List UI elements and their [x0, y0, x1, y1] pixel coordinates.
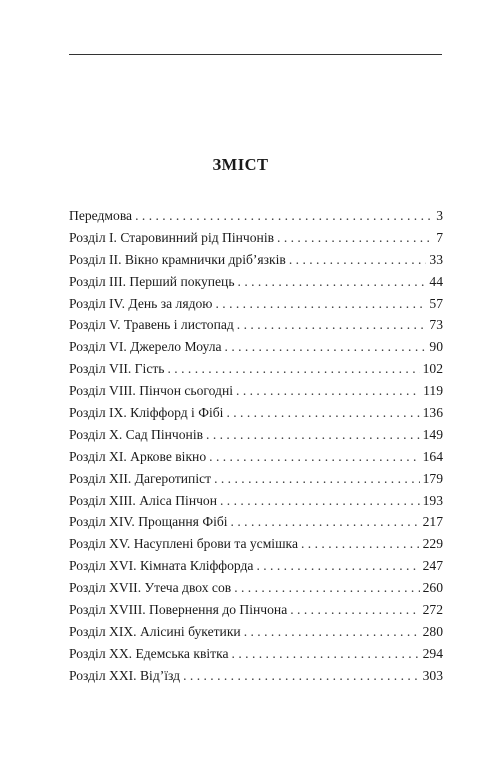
toc-page-number: 280: [422, 623, 443, 639]
toc-entry[interactable]: [69, 643, 443, 665]
dot-leader: [215, 293, 426, 315]
toc-entry[interactable]: [69, 599, 443, 621]
toc-entry[interactable]: [69, 271, 443, 293]
dot-leader: [256, 555, 419, 577]
toc-entry[interactable]: [69, 402, 443, 424]
toc-entry[interactable]: [69, 293, 443, 315]
dot-leader: [231, 511, 420, 533]
toc-entry[interactable]: [69, 380, 443, 402]
toc-page-number: 33: [429, 251, 443, 267]
toc-entry-title: Розділ XXI. Від’їзд: [69, 667, 181, 683]
toc-entry-title: Розділ V. Травень і листопад: [69, 317, 234, 333]
toc-entry[interactable]: [69, 424, 443, 446]
toc-heading: ЗМІСТ: [212, 155, 269, 174]
toc-entry[interactable]: [69, 314, 443, 336]
dot-leader: [206, 424, 420, 446]
dot-leader: [226, 402, 419, 424]
dot-leader: [135, 205, 433, 227]
toc-entry-title: Розділ ІІІ. Перший покупець: [69, 273, 235, 289]
toc-entry-title: Розділ XIV. Прощання Фібі: [69, 514, 228, 530]
toc-entry-title: Розділ XIX. Алісині букетики: [69, 623, 241, 639]
toc-page-number: 3: [436, 208, 443, 223]
toc-page-number: 260: [422, 580, 443, 596]
dot-leader: [214, 468, 420, 490]
dot-leader: [290, 599, 419, 621]
dot-leader: [220, 490, 420, 512]
toc-entry-title: Розділ VIII. Пінчон сьогодні: [69, 383, 234, 399]
toc-page-number: 136: [422, 405, 443, 421]
toc-list: [69, 205, 443, 687]
dot-leader: [168, 358, 420, 380]
toc-entry[interactable]: [69, 533, 443, 555]
dot-leader: [183, 665, 420, 687]
toc-page-number: 303: [422, 667, 443, 683]
toc-entry-title: Розділ XX. Едемська квітка: [69, 645, 229, 661]
dot-leader: [225, 336, 427, 358]
dot-leader: [232, 643, 420, 665]
toc-entry-title: Розділ ІІ. Вікно крамнички дріб’язків: [69, 251, 286, 267]
toc-entry-title: Розділ IX. Кліффорд і Фібі: [69, 405, 224, 421]
toc-entry[interactable]: [69, 446, 443, 468]
toc-entry[interactable]: [69, 555, 443, 577]
toc-entry-title: Розділ XVII. Утеча двох сов: [69, 580, 232, 596]
toc-entry-title: Розділ IV. День за лядою: [69, 295, 213, 311]
toc-entry-title: Розділ X. Сад Пінчонів: [69, 426, 204, 442]
dot-leader: [237, 314, 427, 336]
dot-leader: [289, 249, 427, 271]
toc-entry-title: Розділ І. Старовинний рід Пінчонів: [69, 229, 275, 245]
toc-page-number: 119: [423, 383, 443, 399]
toc-entry-title: Передмова: [69, 208, 133, 223]
toc-entry[interactable]: [69, 577, 443, 599]
toc-page-number: 272: [422, 602, 443, 618]
toc-page-number: 102: [422, 361, 443, 377]
toc-page-number: 73: [429, 317, 443, 333]
toc-page-number: 149: [422, 426, 443, 442]
toc-page-number: 44: [429, 273, 443, 289]
toc-page-number: 217: [422, 514, 443, 530]
dot-leader: [234, 577, 419, 599]
header-rule: [69, 54, 442, 55]
toc-page-number: 90: [429, 339, 443, 355]
toc-entry[interactable]: [69, 511, 443, 533]
toc-entry-title: Розділ XII. Дагеротипіст: [69, 470, 212, 486]
dot-leader: [209, 446, 419, 468]
dot-leader: [238, 271, 427, 293]
toc-page-number: 193: [422, 492, 443, 508]
toc-entry[interactable]: [69, 227, 443, 249]
dot-leader: [236, 380, 420, 402]
toc-entry[interactable]: [69, 249, 443, 271]
toc-page-number: 247: [422, 558, 443, 574]
toc-page-number: 229: [422, 536, 443, 552]
toc-entry[interactable]: [69, 468, 443, 490]
toc-page-number: 164: [422, 448, 443, 464]
toc-entry-title: Розділ XIII. Аліса Пінчон: [69, 492, 217, 508]
toc-entry[interactable]: [69, 205, 443, 227]
toc-entry[interactable]: [69, 665, 443, 687]
toc-entry[interactable]: [69, 336, 443, 358]
toc-entry-title: Розділ VII. Гість: [69, 361, 165, 377]
toc-entry[interactable]: [69, 358, 443, 380]
toc-entry-title: Розділ XVIII. Повернення до Пінчона: [69, 602, 288, 618]
toc-page-number: 294: [422, 645, 443, 661]
toc-page-number: 57: [429, 295, 443, 311]
toc-entry-title: Розділ XV. Насуплені брови та усмішка: [69, 536, 298, 552]
toc-entry[interactable]: [69, 490, 443, 512]
dot-leader: [301, 533, 420, 555]
toc-entry[interactable]: [69, 621, 443, 643]
toc-page-number: 7: [436, 229, 443, 245]
dot-leader: [244, 621, 420, 643]
toc-entry-title: Розділ VI. Джерело Моула: [69, 339, 222, 355]
toc-page-number: 179: [422, 470, 443, 486]
toc-entry-title: Розділ XVI. Кімната Кліффорда: [69, 558, 254, 574]
dot-leader: [277, 227, 433, 249]
toc-entry-title: Розділ XI. Аркове вікно: [69, 448, 207, 464]
